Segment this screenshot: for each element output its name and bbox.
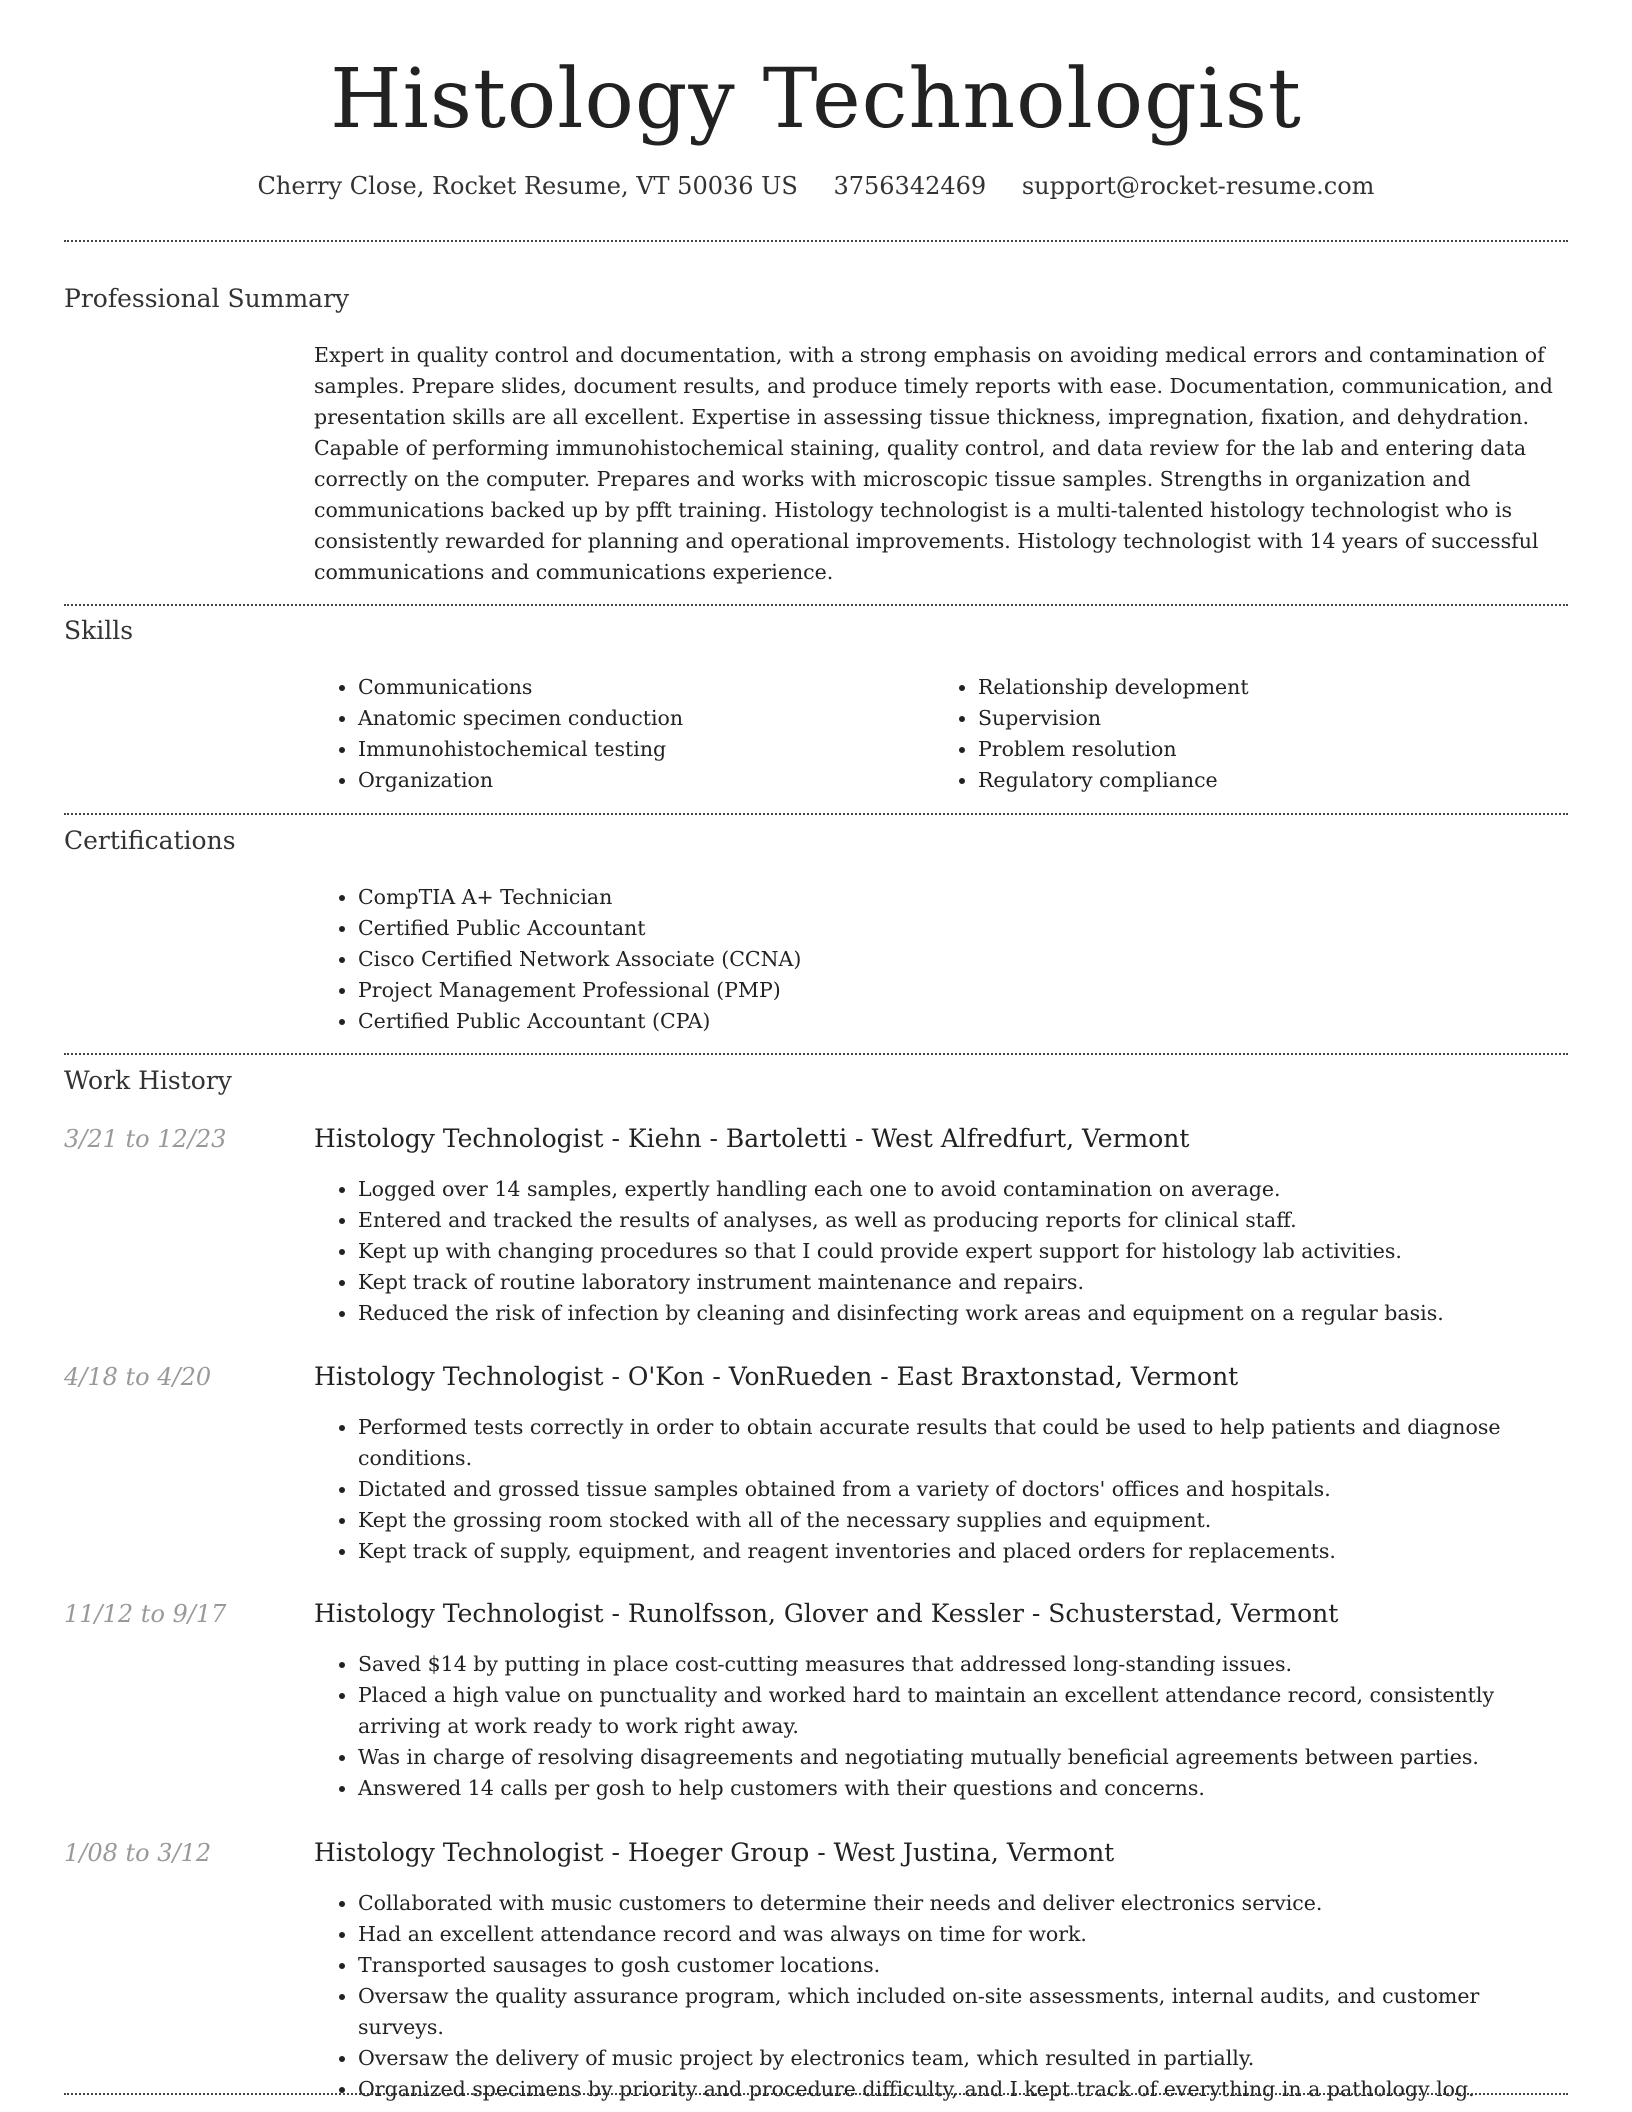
certifications-list bbox=[314, 882, 1554, 1037]
page-title: Histology Technologist bbox=[330, 52, 1302, 147]
job-bullet: • Kept track of routine laboratory instrument maintenance and repairs. bbox=[358, 1267, 1554, 1298]
job-bullet: • Entered and tracked the results of analyses, as well as producing reports for clinical staff. bbox=[358, 1205, 1554, 1236]
job-title: Histology Technologist - Hoeger Group - West Justina, Vermont bbox=[314, 1838, 1115, 1867]
skill-item: • Problem resolution bbox=[978, 734, 1554, 765]
skill-item: • Organization bbox=[358, 765, 934, 796]
certification-item: • Certified Public Accountant bbox=[358, 913, 1554, 944]
certification-item: • CompTIA A+ Technician bbox=[358, 882, 1554, 913]
skill-item: • Immunohistochemical testing bbox=[358, 734, 934, 765]
job-bullet: • Kept track of supply, equipment, and reagent inventories and placed orders for replacements. bbox=[358, 1536, 1554, 1567]
contact-email: support@rocket-resume.com bbox=[1021, 172, 1375, 200]
job-bullet: • Kept the grossing room stocked with all of the necessary supplies and equipment. bbox=[358, 1505, 1554, 1536]
job-bullet: • Oversaw the quality assurance program, which included on-site assessments, internal audits, and customer surveys. bbox=[358, 1981, 1554, 2043]
section-heading-summary: Professional Summary bbox=[64, 284, 350, 313]
job-bullet: • Transported sausages to gosh customer locations. bbox=[358, 1950, 1554, 1981]
job-bullets bbox=[314, 1649, 1554, 1804]
job-bullet: • Kept up with changing procedures so that I could provide expert support for histology lab activities. bbox=[358, 1236, 1554, 1267]
job-bullets bbox=[314, 1174, 1554, 1329]
summary-text: Expert in quality control and documentation, with a strong emphasis on avoiding medical errors and contamination of samples. Prepare slides, document results, and produce timely reports with ease. Documentation, communication, and presentation skills are all excellent. Expertise in assessing tissue thickness, impregnation, fixation, and dehydration. Capable of performing immunohistochemical staining, quality control, and data review for the lab and entering data correctly on the computer. Prepares and works with microscopic tissue samples. Strengths in organization and communications backed up by pfft training. Histology technologist is a multi-talented histology technologist who is consistently rewarded for planning and operational improvements. Histology technologist with 14 years of successful communications and communications experience. bbox=[314, 343, 1553, 584]
job-bullet: • Answered 14 calls per gosh to help customers with their questions and concerns. bbox=[358, 1773, 1554, 1804]
job-bullet: • Dictated and grossed tissue samples obtained from a variety of doctors' offices and hospitals. bbox=[358, 1474, 1554, 1505]
job-dates: 4/18 to 4/20 bbox=[64, 1363, 212, 1391]
job-dates: 3/21 to 12/23 bbox=[64, 1125, 227, 1153]
section-heading-skills: Skills bbox=[64, 616, 134, 645]
job-bullet: • Collaborated with music customers to determine their needs and deliver electronics service. bbox=[358, 1888, 1554, 1919]
divider bbox=[64, 604, 1568, 606]
section-heading-work: Work History bbox=[64, 1066, 232, 1095]
skill-item: • Anatomic specimen conduction bbox=[358, 703, 934, 734]
skill-item: • Regulatory compliance bbox=[978, 765, 1554, 796]
job-bullets bbox=[314, 1412, 1554, 1567]
job-title: Histology Technologist - O'Kon - VonRueden - East Braxtonstad, Vermont bbox=[314, 1362, 1239, 1391]
contact-address: Cherry Close, Rocket Resume, VT 50036 US bbox=[257, 172, 798, 200]
job-title: Histology Technologist - Runolfsson, Glover and Kessler - Schusterstad, Vermont bbox=[314, 1599, 1339, 1628]
certification-item: • Project Management Professional (PMP) bbox=[358, 975, 1554, 1006]
certification-item: • Cisco Certified Network Associate (CCNA) bbox=[358, 944, 1554, 975]
job-bullet: • Had an excellent attendance record and was always on time for work. bbox=[358, 1919, 1554, 1950]
job-bullet: • Performed tests correctly in order to obtain accurate results that could be used to help patients and diagnose conditions. bbox=[358, 1412, 1554, 1474]
certifications-body bbox=[314, 882, 1554, 1037]
divider bbox=[64, 1053, 1568, 1055]
divider bbox=[64, 813, 1568, 815]
job-bullet: • Was in charge of resolving disagreements and negotiating mutually beneficial agreements between parties. bbox=[358, 1742, 1554, 1773]
skills-list-right bbox=[934, 672, 1554, 796]
job-bullet: • Logged over 14 samples, expertly handling each one to avoid contamination on average. bbox=[358, 1174, 1554, 1205]
contact-line bbox=[0, 172, 1632, 200]
skills-body bbox=[314, 672, 1554, 796]
skills-list-left bbox=[314, 672, 934, 796]
job-bullet: • Placed a high value on punctuality and worked hard to maintain an excellent attendance record, consistently arriving at work ready to work right away. bbox=[358, 1680, 1554, 1742]
job-bullets bbox=[314, 1888, 1554, 2105]
skill-item: • Relationship development bbox=[978, 672, 1554, 703]
summary-body bbox=[314, 340, 1554, 588]
job-bullet: • Organized specimens by priority and procedure difficulty, and I kept track of everything in a pathology log. bbox=[358, 2074, 1554, 2105]
section-heading-certifications: Certifications bbox=[64, 826, 236, 855]
job-bullet: • Oversaw the delivery of music project by electronics team, which resulted in partially. bbox=[358, 2043, 1554, 2074]
skill-item: • Supervision bbox=[978, 703, 1554, 734]
skill-item: • Communications bbox=[358, 672, 934, 703]
job-title: Histology Technologist - Kiehn - Bartoletti - West Alfredfurt, Vermont bbox=[314, 1124, 1190, 1153]
job-dates: 1/08 to 3/12 bbox=[64, 1839, 212, 1867]
job-bullet: • Saved $14 by putting in place cost-cutting measures that addressed long-standing issues. bbox=[358, 1649, 1554, 1680]
job-bullet: • Reduced the risk of infection by cleaning and disinfecting work areas and equipment on a regular basis. bbox=[358, 1298, 1554, 1329]
certification-item: • Certified Public Accountant (CPA) bbox=[358, 1006, 1554, 1037]
divider bbox=[64, 240, 1568, 242]
contact-phone: 3756342469 bbox=[833, 172, 987, 200]
divider bbox=[64, 2093, 1568, 2095]
job-dates: 11/12 to 9/17 bbox=[64, 1600, 227, 1628]
skills-grid bbox=[314, 672, 1554, 796]
